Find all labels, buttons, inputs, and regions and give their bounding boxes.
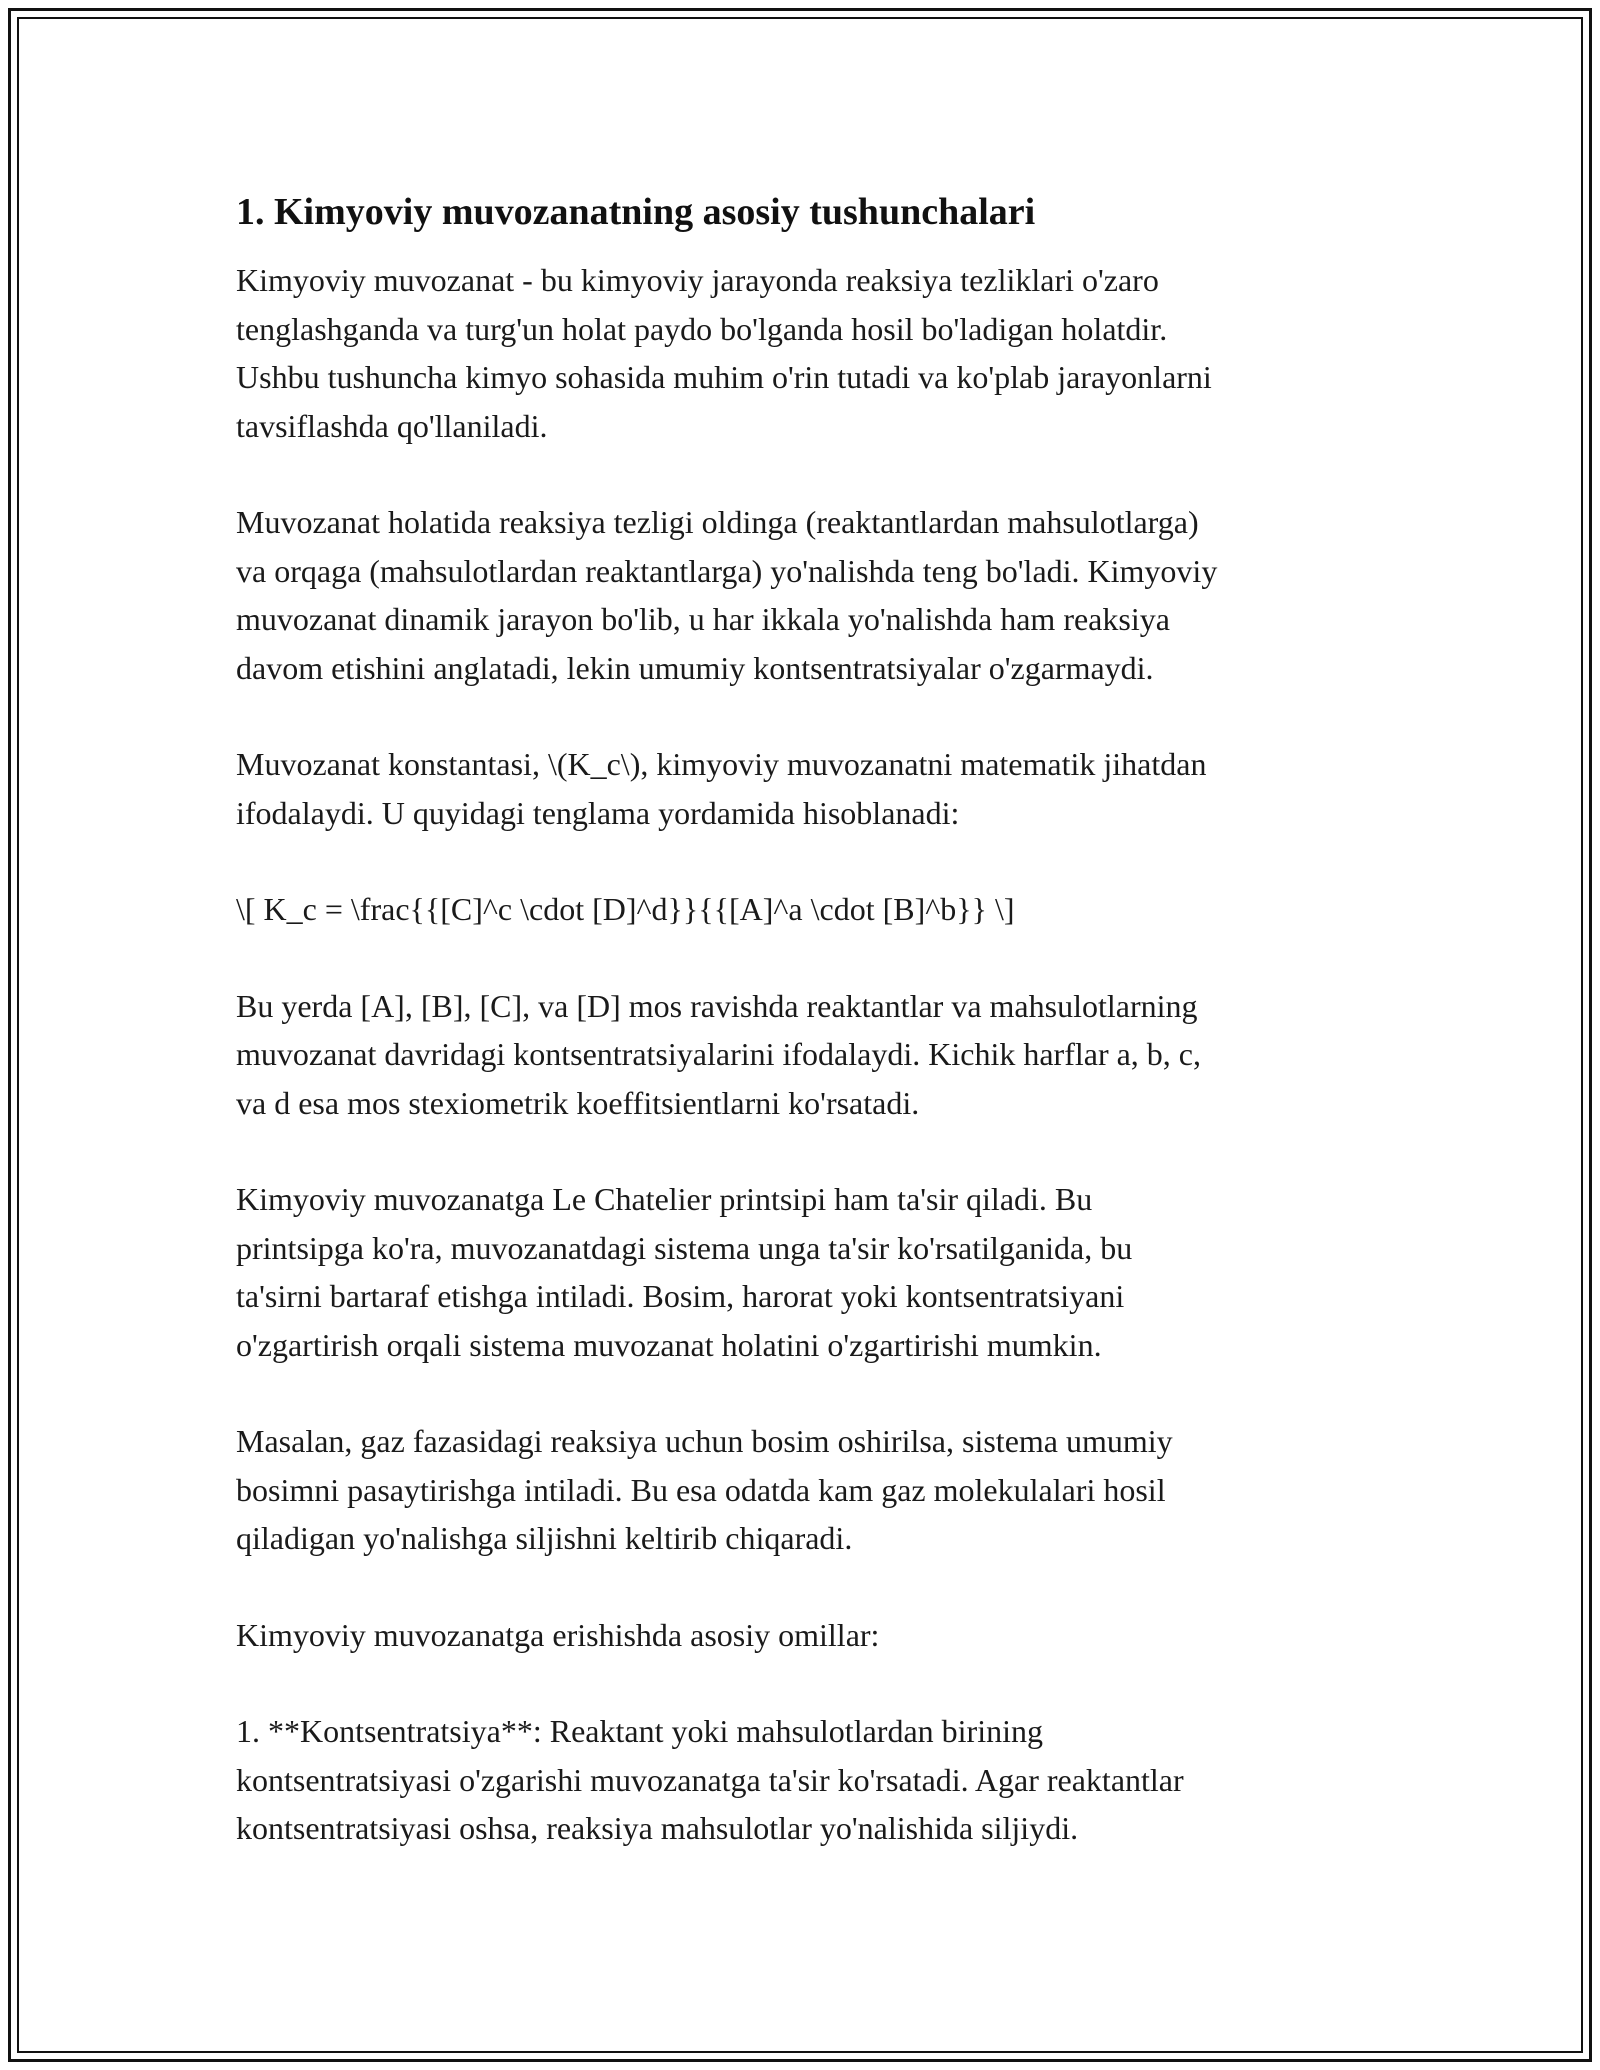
document-body xyxy=(236,186,1396,1901)
paragraph-equilibrium-rates: Muvozanat holatida reaksiya tezligi oldinga (reaktantlardan mahsulotlarga) va orqaga (mahsulotlardan reaktantlarga) yo'nalishda teng bo'ladi. Kimyoviy muvozanat dinamik jarayon bo'lib, u har ikkala yo'nalishda ham reaksiya davom etishini anglatadi, lekin umumiy kontsentratsiyalar o'zgarmaydi. xyxy=(236,504,1218,686)
paragraph-le-chatelier: Kimyoviy muvozanatga Le Chatelier printsipi ham ta'sir qiladi. Bu printsipga ko'ra, muvozanatdagi sistema unga ta'sir ko'rsatilganida, bu ta'sirni bartaraf etishga intiladi. Bosim, harorat yoki kontsentratsiyani o'zgartirish orqali sistema muvozanat holatini o'zgartirishi mumkin. xyxy=(236,1181,1133,1363)
paragraph-factors-intro: Kimyoviy muvozanatga erishishda asosiy omillar: xyxy=(236,1616,880,1653)
equation-kc: \[ K_c = \frac{{[C]^c \cdot [D]^d}}{{[A]^a \cdot [B]^b}} \] xyxy=(236,891,1015,927)
paragraph-constant-intro: Muvozanat konstantasi, \(K_c\), kimyoviy muvozanatni matematik jihatdan ifodalaydi. U quyidagi tenglama yordamida hisoblanadi: xyxy=(236,746,1207,831)
paragraph-concentrations: Bu yerda [A], [B], [C], va [D] mos ravishda reaktantlar va mahsulotlarning muvozanat davridagi kontsentratsiyalarini ifodalaydi. Kichik harflar a, b, c, va d esa mos stexiometrik koeffitsientlarni ko'rsatadi. xyxy=(236,987,1201,1121)
section-heading: 1. Kimyoviy muvozanatning asosiy tushunchalari xyxy=(236,191,1036,233)
list-item-concentration: 1. **Kontsentratsiya**: Reaktant yoki mahsulotlardan birining kontsentratsiyasi o'zgarishi muvozanatga ta'sir ko'rsatadi. Agar reaktantlar kontsentratsiyasi oshsa, reaksiya mahsulotlar yo'nalishida siljiydi. xyxy=(236,1713,1184,1846)
paragraph-pressure-example: Masalan, gaz fazasidagi reaksiya uchun bosim oshirilsa, sistema umumiy bosimni pasaytirishga intiladi. Bu esa odatda kam gaz molekulalari hosil qiladigan yo'nalishga siljishni keltirib chiqaradi. xyxy=(236,1423,1173,1556)
paragraph-definition: Kimyoviy muvozanat - bu kimyoviy jarayonda reaksiya tezliklari o'zaro tenglashganda va turg'un holat paydo bo'lganda hosil bo'ladigan holatdir. Ushbu tushuncha kimyo sohasida muhim o'rin tutadi va ko'plab jarayonlarni tavsiflashda qo'llaniladi. xyxy=(236,262,1212,444)
